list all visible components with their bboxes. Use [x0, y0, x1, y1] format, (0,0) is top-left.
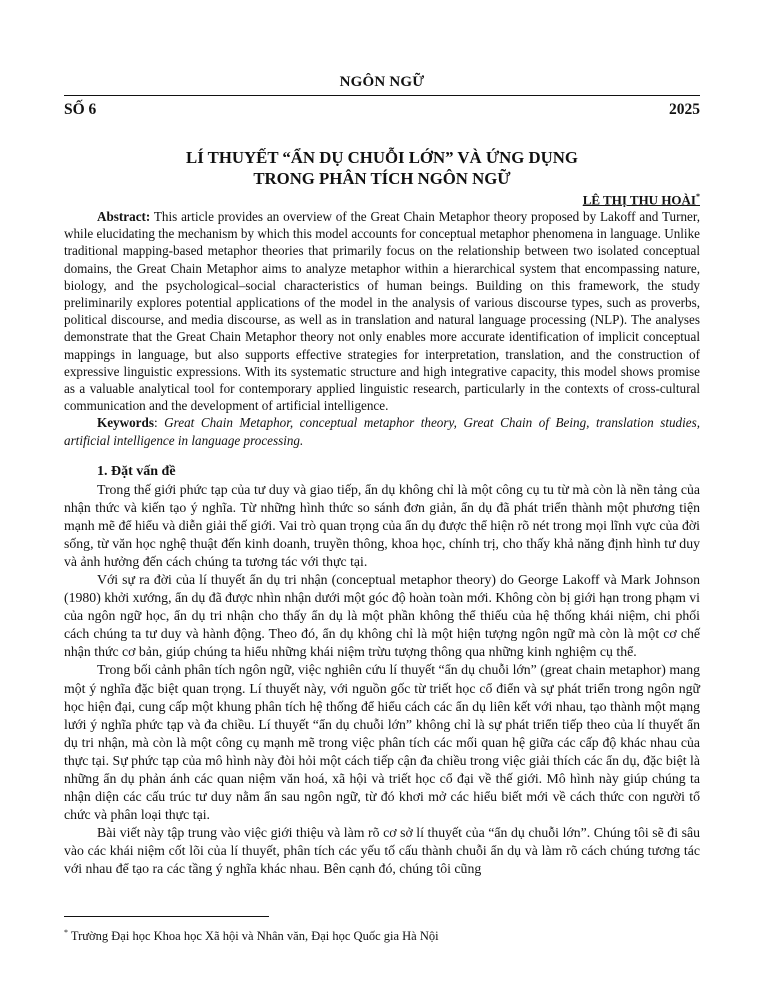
- footnote-rule: [64, 916, 269, 917]
- keywords-paragraph: Keywords: Great Chain Metaphor, conceptual metaphor theory, Great Chain of Being, translation studies, artificial intelligence in language processing.: [64, 415, 700, 448]
- abstract-paragraph: [64, 208, 700, 414]
- issue-label: SỐ 6: [64, 101, 97, 118]
- author-text: LÊ THỊ THU HOÀI: [582, 192, 696, 208]
- body-paragraph: Với sự ra đời của lí thuyết ẩn dụ tri nhận (conceptual metaphor theory) do George Lakoff và Mark Johnson (1980) khởi xướng, ẩn dụ đã được nhìn nhận dưới một góc độ hoàn toàn mới. Không còn bị giới hạn trong phạm vi của ngôn ngữ học, ẩn dụ tri nhận cho thấy ẩn dụ là một phần không thể thiếu của hệ thống khái niệm, chi phối cách chúng ta tư duy và hành động. Theo đó, ẩn dụ không chỉ là một hiện tượng ngôn ngữ mà còn là một cơ chế nhận thức cơ bản, giúp chúng ta hiểu những khái niệm trừu tượng thông qua những kinh nghiệm cụ thể.: [64, 572, 701, 660]
- issue-row: [64, 101, 700, 119]
- body-paragraph: Bài viết này tập trung vào việc giới thiệu và làm rõ cơ sở lí thuyết của “ẩn dụ chuỗi lớn”. Chúng tôi sẽ đi sâu vào các khái niệm cốt lõi của lí thuyết, phân tích các yếu tố cấu thành chuỗi ẩn dụ và làm rõ cách chúng tương tác với nhau để tạo ra các tầng ý nghĩa khác nhau. Bên cạnh đó, chúng tôi cũng: [64, 824, 700, 876]
- body-text: [64, 481, 700, 878]
- body-paragraph: Trong thế giới phức tạp của tư duy và giao tiếp, ẩn dụ không chỉ là một công cụ tu từ mà còn là nền tảng của nhận thức và kiến tạo ý nghĩa. Từ những hình thức so sánh đơn giản, ẩn dụ đã phát triển thành một phương tiện mạnh mẽ để hiểu và diễn giải thế giới. Vai trò quan trọng của ẩn dụ được thể hiện rõ nét trong mọi lĩnh vực của đời sống, từ văn học nghệ thuật đến kinh doanh, truyền thông, khoa học, chính trị, cho thấy khả năng định hình tư duy và ảnh hưởng đến cách chúng ta tương tác với thực tại.: [64, 482, 700, 570]
- abstract-label: Abstract:: [97, 209, 151, 224]
- body-paragraph: Trong bối cảnh phân tích ngôn ngữ, việc nghiên cứu lí thuyết “ẩn dụ chuỗi lớn” (great chain metaphor) mang một ý nghĩa đặc biệt quan trọng. Lí thuyết này, với nguồn gốc từ triết học cổ điển và sự phát triển trong ngôn ngữ học hiện đại, cung cấp một khung phân tích hệ thống để hiểu cách các ẩn dụ liên kết với nhau, tạo thành một mạng lưới ý nghĩa phức tạp và đa chiều. Lí thuyết “ẩn dụ chuỗi lớn” không chỉ là sự phát triển tiếp theo của lí thuyết ẩn dụ tri nhận, mà còn là một công cụ mạnh mẽ trong việc phân tích các mối quan hệ giữa các cấp độ khác nhau của thực tại. Sự phức tạp của mô hình này đòi hỏi một cách tiếp cận đa chiều trong việc giải thích các ẩn dụ, đặc biệt là những ẩn dụ phản ánh các quan niệm văn hoá, xã hội và triết học cổ đại về thế giới. Mô hình này giúp chúng ta nhận diện các cấu trúc tư duy nằm ẩn sau ngôn ngữ, từ đó khơi mở các hiểu biết mới về cách thức con người tổ chức và phân loại thực tại.: [64, 662, 700, 822]
- title-line-1: LÍ THUYẾT “ẨN DỤ CHUỖI LỚN” VÀ ỨNG DỤNG: [186, 148, 578, 167]
- header-rule: [64, 95, 700, 96]
- author-name: [583, 192, 700, 208]
- footnote: [64, 928, 439, 944]
- abstract-text: This article provides an overview of the Great Chain Metaphor theory proposed by Lakoff and Turner, while elucidating the mechanism by which this model accounts for conceptual metaphor phenomena in language. Unlike traditional mapping-based metaphor theories that primarily focus on the relationship between two isolated conceptual domains, the Great Chain Metaphor aims to analyze metaphor within a hierarchical system that encompassing nature, biology, and the psychological–social characteristics of human beings. Building on this framework, the study preliminarily explores potential applications of the model in the analysis of various discourse types, such as proverbs, political discourse, and media discourse, as well as in translation and natural language processing (NLP). The analyses demonstrate that the Great Chain Metaphor theory not only enables more accurate identification of implicit conceptual mappings in language, but also supports effective strategies for interpretation, translation, and the construction of expressive linguistic expressions. With its systematic structure and high integrative capacity, this model shows promise as a valuable analytical tool for contemporary applied linguistic research, particularly in the contexts of cross-cultural communication and the development of artificial intelligence.: [64, 209, 700, 414]
- journal-name: NGÔN NGỮ: [339, 74, 425, 90]
- footnote-text: Trường Đại học Khoa học Xã hội và Nhân văn, Đại học Quốc gia Hà Nội: [70, 929, 439, 944]
- section-heading: 1. Đặt vấn đề: [97, 464, 176, 479]
- issue-year: 2025: [669, 101, 700, 118]
- section-introduction: [64, 463, 700, 878]
- title-line-2: TRONG PHÂN TÍCH NGÔN NGỮ: [253, 169, 511, 188]
- keywords-label: Keywords: [97, 415, 154, 431]
- author-footnote-mark: *: [696, 192, 700, 201]
- abstract-block: [64, 208, 700, 449]
- article-title: [64, 147, 700, 189]
- keywords-text: Great Chain Metaphor, conceptual metaphor theory, Great Chain of Being, translation studies, artificial intelligence in language processing.: [64, 415, 700, 448]
- footnote-mark: *: [64, 928, 68, 937]
